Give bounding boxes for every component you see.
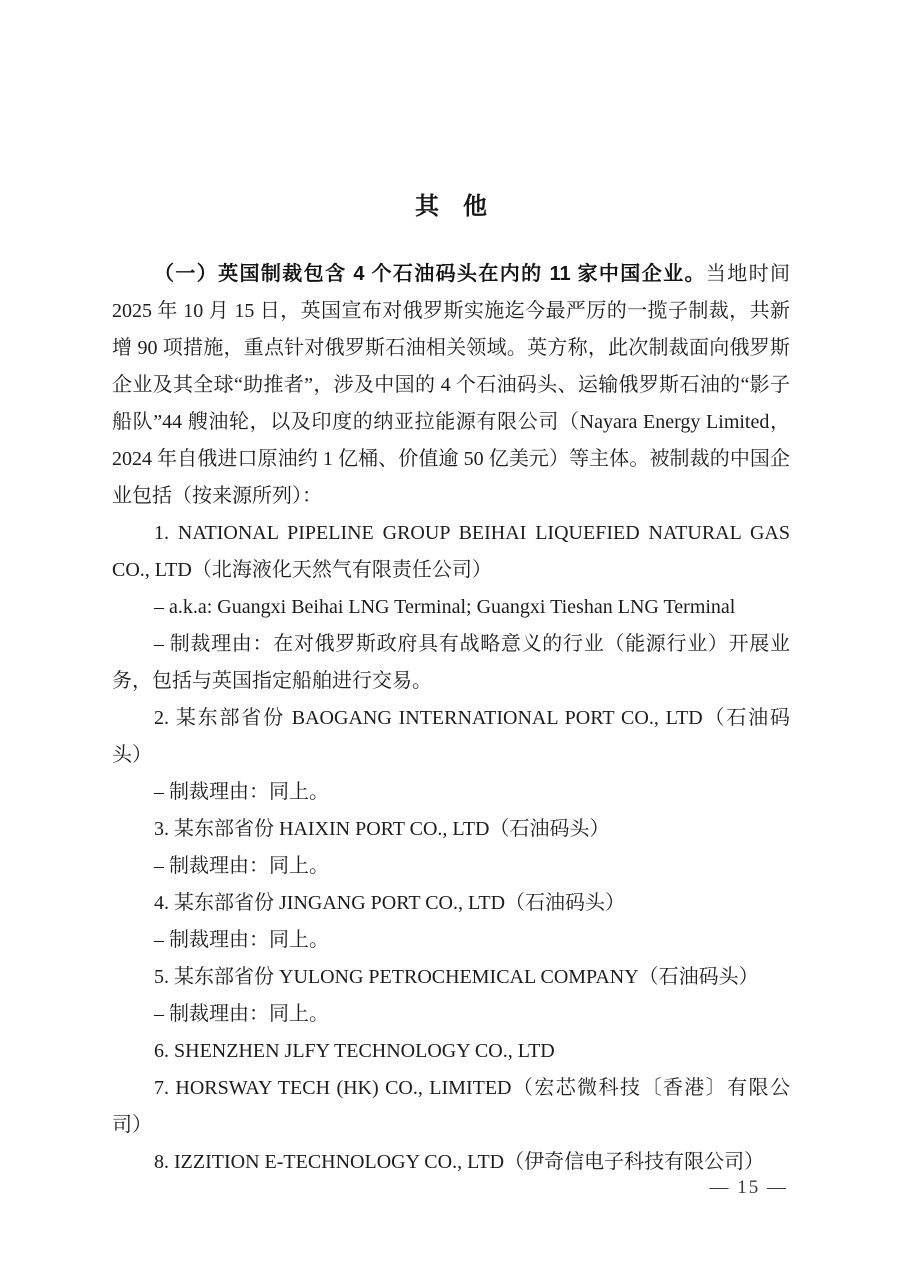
list-item-company-1-aka: – a.k.a: Guangxi Beihai LNG Terminal; Guangxi Tieshan LNG Terminal (154, 596, 736, 618)
list-item-company-5: 5. 某东部省份 YULONG PETROCHEMICAL COMPANY（石油码头） (154, 966, 759, 988)
list-item-company-1: 1. NATIONAL PIPELINE GROUP BEIHAI LIQUEFIED NATURAL GAS CO., LTD（北海液化天然气有限责任公司） (112, 522, 790, 581)
list-item-company-2-reason: – 制裁理由：同上。 (154, 781, 329, 803)
list-item-company-4: 4. 某东部省份 JINGANG PORT CO., LTD（石油码头） (154, 892, 626, 914)
page-number: — 15 — (709, 1177, 788, 1198)
lead-paragraph-heading: （一）英国制裁包含 4 个石油码头在内的 11 家中国企业。 (154, 263, 706, 285)
list-item-company-4-reason: – 制裁理由：同上。 (154, 929, 329, 951)
document-title: 其 他 (415, 193, 487, 220)
lead-paragraph-text: 当地时间 2025 年 10 月 15 日，英国宣布对俄罗斯实施迄今最严厉的一揽子制裁，共新增 90 项措施，重点针对俄罗斯石油相关领域。英方称，此次制裁面向俄罗斯企业及其全球“助推者”，涉及中国的 4 个石油码头、运输俄罗斯石油的“影子船队”44 艘油轮，以及印度的纳亚拉能源有限公司（Nayara Energy Limited，2024 年自俄进口原油约 1 亿桶、价值逾 50 亿美元）等主体。被制裁的中国企业包括（按来源所列）： (112, 263, 790, 507)
list-item-company-2: 2. 某东部省份 BAOGANG INTERNATIONAL PORT CO., LTD（石油码头） (112, 707, 790, 766)
list-item-company-1-reason: – 制裁理由：在对俄罗斯政府具有战略意义的行业（能源行业）开展业务，包括与英国指定船舶进行交易。 (112, 633, 790, 692)
list-item-company-3: 3. 某东部省份 HAIXIN PORT CO., LTD（石油码头） (154, 818, 610, 840)
list-item-company-5-reason: – 制裁理由：同上。 (154, 1003, 329, 1025)
list-item-company-7: 7. HORSWAY TECH (HK) CO., LIMITED（宏芯微科技〔香港〕有限公司） (112, 1077, 790, 1136)
list-item-company-8: 8. IZZITION E-TECHNOLOGY CO., LTD（伊奇信电子科技有限公司） (154, 1151, 765, 1173)
lead-paragraph (112, 256, 790, 515)
list-item-company-6: 6. SHENZHEN JLFY TECHNOLOGY CO., LTD (154, 1040, 555, 1062)
list-item-company-3-reason: – 制裁理由：同上。 (154, 855, 329, 877)
